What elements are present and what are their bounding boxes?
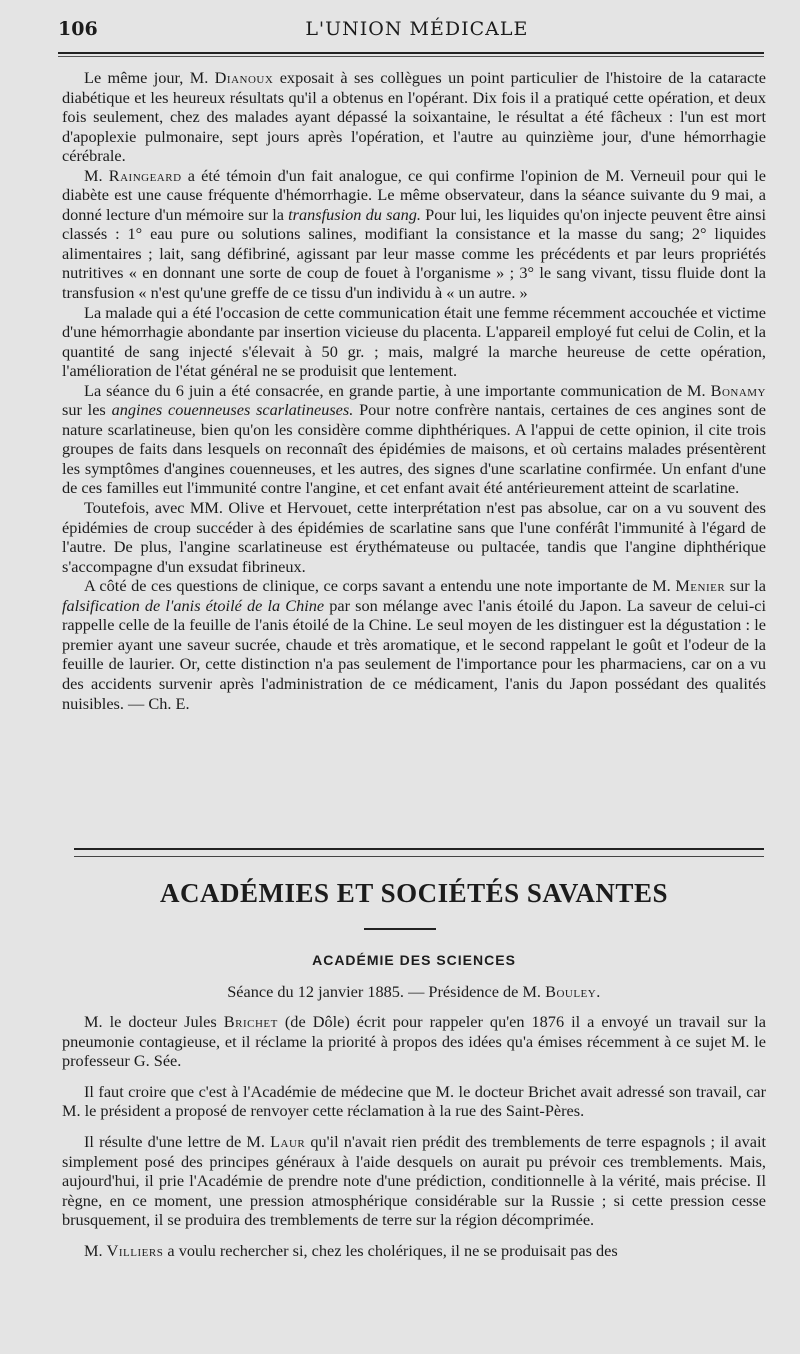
text: Le même jour, M.	[84, 68, 209, 87]
text: qu'il n'avait rien prédit des tremblements de terre espagnols ; il avait simplement posé des principes généraux à l'aide desquels on aurait pu prévoir ces tremblements. Mais, aujourd'hui, il prie l'Académie de prendre note d'une prédiction, conditionnelle à la vérité, mais précise. Il règne, en ce moment, une pression atmosphérique considérable sur la Russie ; si cette pression cesse brusquement, il se produira des tremblements de terre sur la région décomprimée.	[62, 1131, 767, 1230]
paragraph-transfusion-case	[62, 303, 766, 381]
paragraph-brichet	[62, 1012, 766, 1071]
italic-term: falsification de l'anis étoilé de la Chine	[62, 595, 325, 615]
author-name: Menier	[675, 576, 726, 596]
paragraph-raingeard	[62, 166, 766, 303]
text: Il résulte d'une lettre de M.	[84, 1131, 265, 1151]
paragraph-menier	[62, 576, 766, 713]
author-name: Bonamy	[710, 380, 766, 400]
text: A côté de ces questions de clinique, ce corps savant a entendu une note importante de M.	[84, 576, 671, 596]
header-rule	[58, 52, 764, 54]
session-text: Séance du 12 janvier 1885. — Présidence de M.	[227, 982, 541, 1001]
text: (de Dôle) écrit pour rappeler qu'en 1876 il a envoyé un travail sur la pneumonie contagieuse, et il réclame la priorité à propos des idées qu'a émises récemment à ce sujet M. le professeur G. Sée.	[62, 1012, 767, 1071]
text: Il faut croire que c'est à l'Académie de médecine que M. le docteur Brichet avait adressé son travail, car M. le président a proposé de renvoyer cette réclamation à la rue des Saint-Pères.	[62, 1081, 766, 1121]
paragraph-olive-hervouet	[62, 498, 766, 576]
session-line	[62, 982, 766, 1002]
running-head	[58, 18, 764, 50]
italic-term: angines couenneuses scarlatineuses.	[111, 400, 354, 420]
italic-term: transfusion du sang.	[288, 204, 421, 224]
author-name: Brichet	[223, 1012, 278, 1031]
text: exposait à ses collègues un point particulier de l'histoire de la cataracte diabétique et les heureux résultats qu'il a obtenus en l'opérant. Dix fois il a pratiqué cette opération, et deux fois seulement, chez des malades ayant dépassé la soixantaine, le résultat a été fâcheux : l'un est mort d'apoplexie pulmonaire, sept jours après l'opération, et l'autre au quinzième jour, d'une hémorrhagie cérébrale.	[62, 68, 766, 166]
paragraph-villiers	[62, 1241, 766, 1261]
text: M.	[84, 1240, 103, 1260]
paragraph-bonamy	[62, 381, 766, 498]
section-heading: ACADÉMIES ET SOCIÉTÉS SAVANTES	[160, 878, 668, 908]
article-upper	[62, 68, 766, 713]
heading-rule	[364, 928, 436, 930]
section-divider	[74, 848, 764, 857]
text: a voulu rechercher si, chez les cholériques, il ne se produisait pas des	[167, 1240, 618, 1260]
journal-title: L'UNION MÉDICALE	[305, 18, 529, 40]
article-lower	[62, 1012, 766, 1272]
page-number: 106	[58, 18, 98, 40]
subheading: ACADÉMIE DES SCIENCES	[312, 952, 516, 968]
author-name: Raingeard	[108, 165, 182, 185]
text: M. le docteur Jules	[84, 1012, 217, 1031]
header-rule-thin	[58, 56, 764, 57]
text: a été témoin d'un fait analogue, ce qui confirme l'opinion de M. Verneuil pour qui le diabète est une cause fréquente d'hémorrhagie. Le même observateur, dans la séance suivante du 9 mai, a donné lecture d'un mémoire sur la	[62, 165, 766, 224]
text: sur la	[729, 576, 766, 596]
paragraph-dianoux	[62, 68, 766, 166]
paragraph-laur	[62, 1132, 766, 1230]
president-name: Bouley.	[545, 982, 601, 1001]
text: M.	[84, 165, 103, 185]
author-name: Villiers	[106, 1240, 164, 1260]
author-name: Laur	[270, 1131, 306, 1151]
text: Toutefois, avec MM. Olive et Hervouet, cette interprétation n'est pas absolue, car on a vu souvent des épidémies de croup succéder à des épidémies de scarlatine sans que l'une conférât l'immunité à l'égard de l'autre. De plus, l'angine scarlatineuse est érythémateuse ou pultacée, tandis que l'angine diphthérique s'accompagne d'un exsudat fibrineux.	[62, 498, 766, 576]
author-name: Dianoux	[214, 68, 274, 87]
text: Pour notre confrère nantais, certaines de ces angines sont de nature scarlatineuse, bien qu'on les considère comme diphthériques. A l'appui de cette opinion, il cite trois groupes de faits dans lesquels on reconnaît des épidémies de maisons, et où certains malades présentèrent les symptômes d'angines couenneuses, et les autres, des signes d'une scarlatine confirmée. Un enfant d'une de ces familles eut l'immunité contre l'angine, et cet enfant avait été antérieurement atteint de scarlatine.	[62, 400, 767, 498]
text: La malade qui a été l'occasion de cette communication était une femme récemment accouchée et victime d'une hémorrhagie abondante par insertion vicieuse du placenta. L'appareil employé fut celui de Colin, et la quantité de sang injecté s'élevait à 50 gr. ; mais, malgré la marche heureuse de cette opération, l'amélioration de l'état général ne se produisit que lentement.	[62, 302, 766, 381]
paragraph-brichet-note	[62, 1082, 766, 1121]
text: sur les	[62, 400, 106, 420]
text: par son mélange avec l'anis étoilé du Japon. La saveur de celui-ci rappelle celle de la feuille de l'anis étoilé de la Chine. Le seul moyen de les distinguer est la dégustation : le premier ayant une saveur sucrée, chaude et très aromatique, et le second rappelant le goût et l'odeur de la feuille de laurier. Or, cette distinction n'a pas seulement de l'importance pour les pharmaciens, car on a vu des accidents survenir après l'administration de ce médicament, l'anis du Japon possédant des qualités nuisibles. — Ch. E.	[62, 595, 766, 713]
text: La séance du 6 juin a été consacrée, en grande partie, à une importante communication de M.	[84, 380, 706, 400]
text: Pour lui, les liquides qu'on injecte peuvent être ainsi classés : 1° eau pure ou solutions salines, modifiant la consistance et la masse du sang; 2° liquides alimentaires ; lait, sang défibriné, agissant par leur masse comme les précédents et par leurs propriétés nutritives « en donnant une sorte de coup de fouet à l'organisme » ; 3° le sang vivant, tissu fluide dont la transfusion « n'est qu'une greffe de ce tissu d'un individu à « un autre. »	[62, 204, 766, 303]
